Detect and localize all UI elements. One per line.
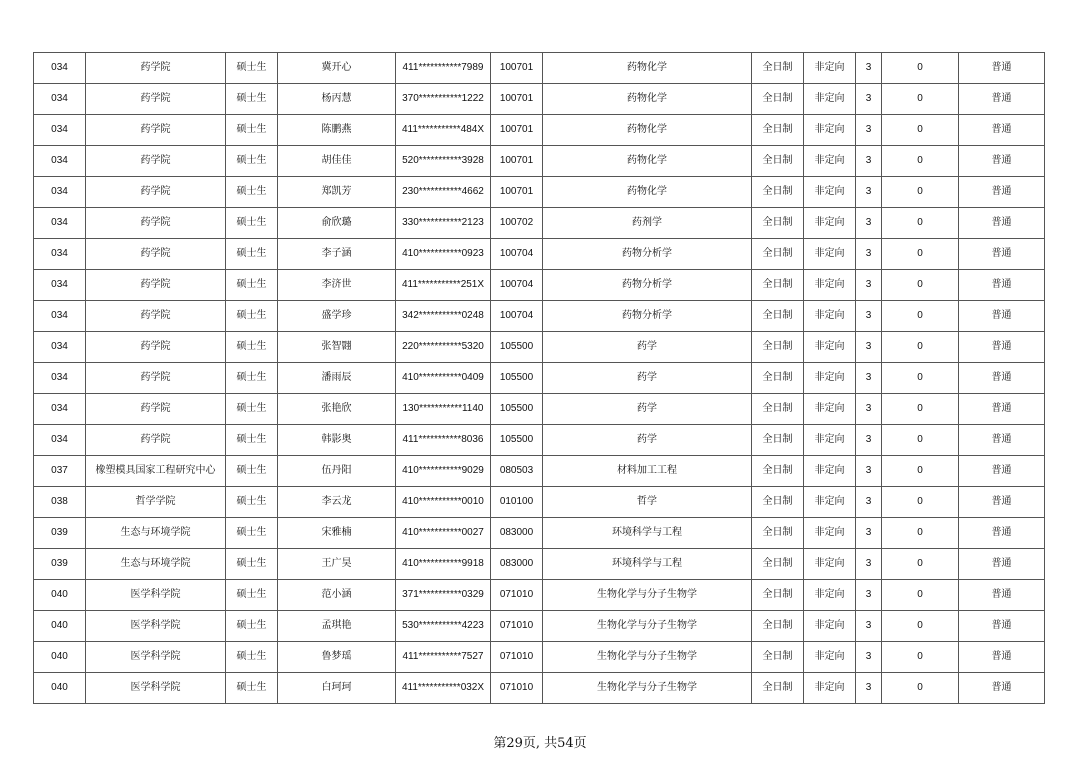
table-row: [34, 611, 1045, 642]
college-cell: 药学院: [86, 177, 226, 208]
fee-count-cell: 0: [882, 363, 959, 394]
fee-count-cell: 0: [882, 487, 959, 518]
degree-type-cell: 硕士生: [226, 611, 278, 642]
major-name-cell: 药学: [543, 425, 752, 456]
college-cell: 医学科学院: [86, 642, 226, 673]
degree-type-cell: 硕士生: [226, 642, 278, 673]
fee-count-cell: 0: [882, 549, 959, 580]
orientation-cell: 非定向: [804, 549, 856, 580]
unit-code-cell: 034: [34, 425, 86, 456]
orientation-cell: 非定向: [804, 146, 856, 177]
table-row: [34, 53, 1045, 84]
orientation-cell: 非定向: [804, 611, 856, 642]
degree-type-cell: 硕士生: [226, 673, 278, 704]
major-code-cell: 105500: [491, 425, 543, 456]
years-cell: 3: [856, 301, 882, 332]
unit-code-cell: 034: [34, 363, 86, 394]
study-mode-cell: 全日制: [752, 115, 804, 146]
id-number-cell: 411***********7989: [396, 53, 491, 84]
page-number: 第29页, 共54页: [493, 736, 587, 751]
major-name-cell: 生物化学与分子生物学: [543, 642, 752, 673]
study-mode-cell: 全日制: [752, 146, 804, 177]
fee-count-cell: 0: [882, 53, 959, 84]
years-cell: 3: [856, 363, 882, 394]
category-cell: 普通: [959, 642, 1045, 673]
study-mode-cell: 全日制: [752, 84, 804, 115]
id-number-cell: 410***********0409: [396, 363, 491, 394]
orientation-cell: 非定向: [804, 239, 856, 270]
college-cell: 橡塑模具国家工程研究中心: [86, 456, 226, 487]
id-number-cell: 330***********2123: [396, 208, 491, 239]
major-code-cell: 105500: [491, 394, 543, 425]
degree-type-cell: 硕士生: [226, 177, 278, 208]
major-code-cell: 071010: [491, 580, 543, 611]
degree-type-cell: 硕士生: [226, 332, 278, 363]
table-row: [34, 394, 1045, 425]
degree-type-cell: 硕士生: [226, 301, 278, 332]
student-name-cell: 宋雅楠: [278, 518, 396, 549]
major-code-cell: 100704: [491, 270, 543, 301]
major-name-cell: 药物化学: [543, 53, 752, 84]
college-cell: 哲学学院: [86, 487, 226, 518]
student-name-cell: 韩影奥: [278, 425, 396, 456]
category-cell: 普通: [959, 611, 1045, 642]
college-cell: 药学院: [86, 84, 226, 115]
years-cell: 3: [856, 115, 882, 146]
college-cell: 药学院: [86, 53, 226, 84]
category-cell: 普通: [959, 394, 1045, 425]
fee-count-cell: 0: [882, 84, 959, 115]
table-row: [34, 301, 1045, 332]
college-cell: 药学院: [86, 363, 226, 394]
fee-count-cell: 0: [882, 425, 959, 456]
id-number-cell: 411***********251X: [396, 270, 491, 301]
roster-body: [34, 53, 1045, 704]
table-row: [34, 208, 1045, 239]
table-row: [34, 673, 1045, 704]
id-number-cell: 220***********5320: [396, 332, 491, 363]
unit-code-cell: 039: [34, 518, 86, 549]
study-mode-cell: 全日制: [752, 177, 804, 208]
category-cell: 普通: [959, 53, 1045, 84]
category-cell: 普通: [959, 115, 1045, 146]
college-cell: 药学院: [86, 301, 226, 332]
unit-code-cell: 034: [34, 84, 86, 115]
orientation-cell: 非定向: [804, 84, 856, 115]
degree-type-cell: 硕士生: [226, 53, 278, 84]
table-row: [34, 270, 1045, 301]
unit-code-cell: 034: [34, 53, 86, 84]
fee-count-cell: 0: [882, 208, 959, 239]
orientation-cell: 非定向: [804, 425, 856, 456]
major-code-cell: 083000: [491, 549, 543, 580]
major-code-cell: 105500: [491, 332, 543, 363]
table-row: [34, 642, 1045, 673]
college-cell: 医学科学院: [86, 580, 226, 611]
id-number-cell: 410***********9918: [396, 549, 491, 580]
years-cell: 3: [856, 239, 882, 270]
orientation-cell: 非定向: [804, 642, 856, 673]
id-number-cell: 370***********1222: [396, 84, 491, 115]
fee-count-cell: 0: [882, 394, 959, 425]
id-number-cell: 410***********0027: [396, 518, 491, 549]
id-number-cell: 411***********8036: [396, 425, 491, 456]
study-mode-cell: 全日制: [752, 549, 804, 580]
study-mode-cell: 全日制: [752, 673, 804, 704]
student-name-cell: 伍丹阳: [278, 456, 396, 487]
category-cell: 普通: [959, 332, 1045, 363]
student-roster-table: [33, 52, 1045, 704]
major-name-cell: 环境科学与工程: [543, 518, 752, 549]
years-cell: 3: [856, 425, 882, 456]
college-cell: 药学院: [86, 394, 226, 425]
orientation-cell: 非定向: [804, 301, 856, 332]
degree-type-cell: 硕士生: [226, 487, 278, 518]
fee-count-cell: 0: [882, 332, 959, 363]
orientation-cell: 非定向: [804, 115, 856, 146]
major-code-cell: 100702: [491, 208, 543, 239]
years-cell: 3: [856, 549, 882, 580]
orientation-cell: 非定向: [804, 270, 856, 301]
orientation-cell: 非定向: [804, 177, 856, 208]
category-cell: 普通: [959, 363, 1045, 394]
category-cell: 普通: [959, 208, 1045, 239]
category-cell: 普通: [959, 301, 1045, 332]
fee-count-cell: 0: [882, 580, 959, 611]
study-mode-cell: 全日制: [752, 456, 804, 487]
major-name-cell: 药学: [543, 332, 752, 363]
college-cell: 医学科学院: [86, 611, 226, 642]
table-row: [34, 363, 1045, 394]
table-row: [34, 518, 1045, 549]
study-mode-cell: 全日制: [752, 363, 804, 394]
table-row: [34, 177, 1045, 208]
id-number-cell: 410***********9029: [396, 456, 491, 487]
study-mode-cell: 全日制: [752, 270, 804, 301]
major-code-cell: 105500: [491, 363, 543, 394]
student-name-cell: 李云龙: [278, 487, 396, 518]
years-cell: 3: [856, 611, 882, 642]
category-cell: 普通: [959, 425, 1045, 456]
study-mode-cell: 全日制: [752, 208, 804, 239]
category-cell: 普通: [959, 487, 1045, 518]
major-code-cell: 100701: [491, 53, 543, 84]
major-name-cell: 药物化学: [543, 146, 752, 177]
orientation-cell: 非定向: [804, 332, 856, 363]
study-mode-cell: 全日制: [752, 580, 804, 611]
years-cell: 3: [856, 487, 882, 518]
unit-code-cell: 040: [34, 673, 86, 704]
unit-code-cell: 039: [34, 549, 86, 580]
years-cell: 3: [856, 332, 882, 363]
id-number-cell: 230***********4662: [396, 177, 491, 208]
category-cell: 普通: [959, 239, 1045, 270]
student-name-cell: 鲁梦瑶: [278, 642, 396, 673]
degree-type-cell: 硕士生: [226, 208, 278, 239]
major-code-cell: 010100: [491, 487, 543, 518]
degree-type-cell: 硕士生: [226, 363, 278, 394]
study-mode-cell: 全日制: [752, 53, 804, 84]
fee-count-cell: 0: [882, 642, 959, 673]
student-name-cell: 王广昊: [278, 549, 396, 580]
years-cell: 3: [856, 580, 882, 611]
table-row: [34, 146, 1045, 177]
major-code-cell: 071010: [491, 611, 543, 642]
college-cell: 药学院: [86, 270, 226, 301]
student-name-cell: 杨丙慧: [278, 84, 396, 115]
unit-code-cell: 040: [34, 580, 86, 611]
fee-count-cell: 0: [882, 115, 959, 146]
years-cell: 3: [856, 84, 882, 115]
study-mode-cell: 全日制: [752, 611, 804, 642]
degree-type-cell: 硕士生: [226, 115, 278, 146]
fee-count-cell: 0: [882, 673, 959, 704]
major-code-cell: 100704: [491, 301, 543, 332]
unit-code-cell: 037: [34, 456, 86, 487]
student-name-cell: 陈鹏燕: [278, 115, 396, 146]
college-cell: 药学院: [86, 208, 226, 239]
category-cell: 普通: [959, 456, 1045, 487]
fee-count-cell: 0: [882, 518, 959, 549]
degree-type-cell: 硕士生: [226, 518, 278, 549]
unit-code-cell: 034: [34, 239, 86, 270]
years-cell: 3: [856, 673, 882, 704]
orientation-cell: 非定向: [804, 518, 856, 549]
years-cell: 3: [856, 146, 882, 177]
study-mode-cell: 全日制: [752, 301, 804, 332]
unit-code-cell: 034: [34, 177, 86, 208]
study-mode-cell: 全日制: [752, 487, 804, 518]
college-cell: 医学科学院: [86, 673, 226, 704]
degree-type-cell: 硕士生: [226, 146, 278, 177]
years-cell: 3: [856, 518, 882, 549]
unit-code-cell: 034: [34, 301, 86, 332]
years-cell: 3: [856, 642, 882, 673]
student-name-cell: 胡佳佳: [278, 146, 396, 177]
major-code-cell: 100704: [491, 239, 543, 270]
years-cell: 3: [856, 456, 882, 487]
major-name-cell: 药物分析学: [543, 239, 752, 270]
category-cell: 普通: [959, 549, 1045, 580]
fee-count-cell: 0: [882, 239, 959, 270]
study-mode-cell: 全日制: [752, 239, 804, 270]
unit-code-cell: 034: [34, 146, 86, 177]
major-name-cell: 环境科学与工程: [543, 549, 752, 580]
id-number-cell: 342***********0248: [396, 301, 491, 332]
unit-code-cell: 034: [34, 115, 86, 146]
college-cell: 药学院: [86, 239, 226, 270]
degree-type-cell: 硕士生: [226, 549, 278, 580]
major-name-cell: 材料加工工程: [543, 456, 752, 487]
major-code-cell: 080503: [491, 456, 543, 487]
major-name-cell: 药学: [543, 363, 752, 394]
degree-type-cell: 硕士生: [226, 580, 278, 611]
unit-code-cell: 034: [34, 332, 86, 363]
major-name-cell: 药物化学: [543, 84, 752, 115]
student-name-cell: 孟琪艳: [278, 611, 396, 642]
id-number-cell: 130***********1140: [396, 394, 491, 425]
study-mode-cell: 全日制: [752, 518, 804, 549]
degree-type-cell: 硕士生: [226, 456, 278, 487]
unit-code-cell: 040: [34, 642, 86, 673]
major-name-cell: 生物化学与分子生物学: [543, 611, 752, 642]
student-name-cell: 冀开心: [278, 53, 396, 84]
student-name-cell: 白珂珂: [278, 673, 396, 704]
table-row: [34, 487, 1045, 518]
degree-type-cell: 硕士生: [226, 425, 278, 456]
fee-count-cell: 0: [882, 177, 959, 208]
table-row: [34, 332, 1045, 363]
years-cell: 3: [856, 270, 882, 301]
major-code-cell: 100701: [491, 115, 543, 146]
unit-code-cell: 034: [34, 270, 86, 301]
student-name-cell: 范小涵: [278, 580, 396, 611]
major-name-cell: 药物化学: [543, 115, 752, 146]
unit-code-cell: 034: [34, 394, 86, 425]
major-code-cell: 071010: [491, 642, 543, 673]
study-mode-cell: 全日制: [752, 642, 804, 673]
category-cell: 普通: [959, 84, 1045, 115]
id-number-cell: 411***********484X: [396, 115, 491, 146]
student-name-cell: 盛学珍: [278, 301, 396, 332]
college-cell: 生态与环境学院: [86, 518, 226, 549]
college-cell: 药学院: [86, 332, 226, 363]
degree-type-cell: 硕士生: [226, 84, 278, 115]
major-name-cell: 药学: [543, 394, 752, 425]
id-number-cell: 411***********7527: [396, 642, 491, 673]
degree-type-cell: 硕士生: [226, 270, 278, 301]
college-cell: 药学院: [86, 425, 226, 456]
major-name-cell: 药物分析学: [543, 270, 752, 301]
college-cell: 药学院: [86, 115, 226, 146]
id-number-cell: 371***********0329: [396, 580, 491, 611]
major-code-cell: 100701: [491, 146, 543, 177]
table-row: [34, 549, 1045, 580]
category-cell: 普通: [959, 146, 1045, 177]
fee-count-cell: 0: [882, 270, 959, 301]
orientation-cell: 非定向: [804, 53, 856, 84]
category-cell: 普通: [959, 270, 1045, 301]
student-name-cell: 张智翾: [278, 332, 396, 363]
category-cell: 普通: [959, 580, 1045, 611]
id-number-cell: 411***********032X: [396, 673, 491, 704]
fee-count-cell: 0: [882, 301, 959, 332]
degree-type-cell: 硕士生: [226, 394, 278, 425]
table-row: [34, 456, 1045, 487]
unit-code-cell: 034: [34, 208, 86, 239]
fee-count-cell: 0: [882, 146, 959, 177]
table-row: [34, 239, 1045, 270]
years-cell: 3: [856, 208, 882, 239]
table-row: [34, 84, 1045, 115]
id-number-cell: 520***********3928: [396, 146, 491, 177]
college-cell: 药学院: [86, 146, 226, 177]
orientation-cell: 非定向: [804, 208, 856, 239]
category-cell: 普通: [959, 673, 1045, 704]
orientation-cell: 非定向: [804, 394, 856, 425]
study-mode-cell: 全日制: [752, 394, 804, 425]
student-name-cell: 李子涵: [278, 239, 396, 270]
orientation-cell: 非定向: [804, 456, 856, 487]
college-cell: 生态与环境学院: [86, 549, 226, 580]
orientation-cell: 非定向: [804, 363, 856, 394]
fee-count-cell: 0: [882, 456, 959, 487]
category-cell: 普通: [959, 177, 1045, 208]
major-name-cell: 生物化学与分子生物学: [543, 673, 752, 704]
study-mode-cell: 全日制: [752, 332, 804, 363]
student-name-cell: 张艳欣: [278, 394, 396, 425]
student-name-cell: 李济世: [278, 270, 396, 301]
major-code-cell: 100701: [491, 177, 543, 208]
major-code-cell: 083000: [491, 518, 543, 549]
table-row: [34, 425, 1045, 456]
years-cell: 3: [856, 53, 882, 84]
degree-type-cell: 硕士生: [226, 239, 278, 270]
category-cell: 普通: [959, 518, 1045, 549]
major-name-cell: 生物化学与分子生物学: [543, 580, 752, 611]
id-number-cell: 530***********4223: [396, 611, 491, 642]
major-name-cell: 药物化学: [543, 177, 752, 208]
study-mode-cell: 全日制: [752, 425, 804, 456]
table-row: [34, 115, 1045, 146]
student-name-cell: 俞欣璐: [278, 208, 396, 239]
id-number-cell: 410***********0923: [396, 239, 491, 270]
years-cell: 3: [856, 177, 882, 208]
fee-count-cell: 0: [882, 611, 959, 642]
orientation-cell: 非定向: [804, 487, 856, 518]
major-code-cell: 071010: [491, 673, 543, 704]
id-number-cell: 410***********0010: [396, 487, 491, 518]
unit-code-cell: 038: [34, 487, 86, 518]
student-name-cell: 潘雨辰: [278, 363, 396, 394]
major-name-cell: 药剂学: [543, 208, 752, 239]
table-row: [34, 580, 1045, 611]
unit-code-cell: 040: [34, 611, 86, 642]
years-cell: 3: [856, 394, 882, 425]
major-name-cell: 药物分析学: [543, 301, 752, 332]
orientation-cell: 非定向: [804, 580, 856, 611]
orientation-cell: 非定向: [804, 673, 856, 704]
student-name-cell: 郑凯芳: [278, 177, 396, 208]
major-name-cell: 哲学: [543, 487, 752, 518]
major-code-cell: 100701: [491, 84, 543, 115]
